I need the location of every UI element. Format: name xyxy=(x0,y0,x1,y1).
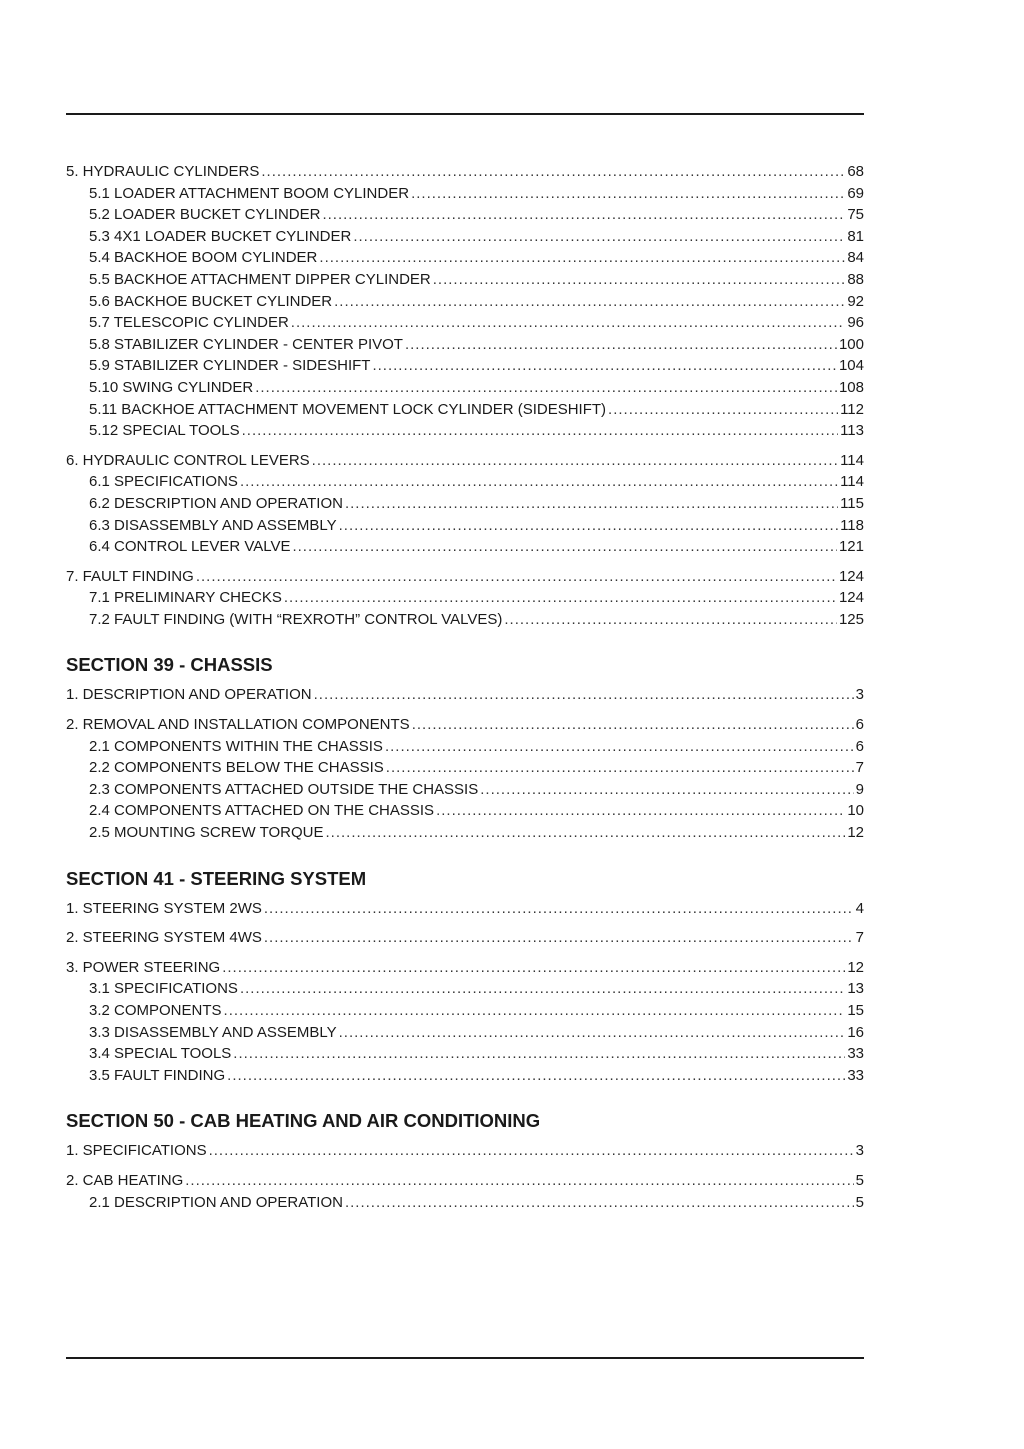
dot-leader xyxy=(345,1192,854,1214)
toc-entry-title: 5. HYDRAULIC CYLINDERS xyxy=(66,163,260,180)
dot-leader xyxy=(264,898,854,920)
toc-entry[interactable] xyxy=(66,1000,864,1022)
toc-entry[interactable] xyxy=(66,183,864,205)
toc-entry-title: 2. STEERING SYSTEM 4WS xyxy=(66,929,262,947)
table-of-contents xyxy=(66,161,864,1213)
dot-leader xyxy=(405,334,837,356)
toc-entry[interactable] xyxy=(66,736,864,758)
toc-entry[interactable] xyxy=(66,587,864,609)
toc-entry-title: 7.2 FAULT FINDING (WITH “REXROTH” CONTROL VALVES) xyxy=(89,610,503,628)
section-heading: SECTION 39 - CHASSIS xyxy=(66,654,273,676)
dot-leader xyxy=(436,800,845,822)
toc-entry[interactable] xyxy=(66,204,864,226)
toc-entry-title: 5.1 LOADER ATTACHMENT BOOM CYLINDER xyxy=(89,184,410,202)
dot-leader xyxy=(196,566,837,588)
toc-entry-title: 2.5 MOUNTING SCREW TORQUE xyxy=(89,824,324,842)
toc-entry[interactable] xyxy=(66,1192,864,1214)
toc-entry-page: 125 xyxy=(838,610,864,628)
toc-entry[interactable] xyxy=(66,779,864,801)
toc-entry-title: 6.4 CONTROL LEVER VALVE xyxy=(89,538,291,556)
toc-entry-title: 6. HYDRAULIC CONTROL LEVERS xyxy=(66,451,310,469)
dot-leader xyxy=(314,684,854,706)
toc-entry-title: 3.5 FAULT FINDING xyxy=(89,1066,226,1084)
toc-entry-page: 7 xyxy=(855,759,864,777)
toc-entry[interactable] xyxy=(66,247,864,269)
toc-entry-title: 2.2 COMPONENTS BELOW THE CHASSIS xyxy=(89,759,384,777)
dot-leader xyxy=(264,927,854,949)
toc-entry-page: 88 xyxy=(847,270,864,288)
toc-entry-page: 100 xyxy=(838,335,864,353)
section-heading: SECTION 41 - STEERING SYSTEM xyxy=(66,867,367,889)
toc-entry[interactable] xyxy=(66,898,864,920)
toc-entry[interactable] xyxy=(66,226,864,248)
dot-leader xyxy=(322,204,845,226)
dot-leader xyxy=(222,957,845,979)
toc-entry-title: 7. FAULT FINDING xyxy=(66,567,194,585)
toc-entry[interactable] xyxy=(66,355,864,377)
footer-rule xyxy=(66,1357,864,1359)
toc-entry-title: 7.1 PRELIMINARY CHECKS xyxy=(89,589,282,607)
toc-entry[interactable] xyxy=(66,1140,864,1162)
toc-entry[interactable] xyxy=(66,536,864,558)
toc-entry[interactable] xyxy=(66,927,864,949)
toc-entry-title: 3. POWER STEERING xyxy=(66,958,221,976)
dot-leader xyxy=(255,377,837,399)
toc-entry-page: 114 xyxy=(840,451,864,469)
toc-entry-title: 5.11 BACKHOE ATTACHMENT MOVEMENT LOCK CYLINDER (SIDESHIFT) xyxy=(89,400,607,418)
toc-entry-title: 2.1 COMPONENTS WITHIN THE CHASSIS xyxy=(89,737,383,755)
toc-entry-page: 108 xyxy=(838,378,864,396)
dot-leader xyxy=(504,609,837,631)
toc-entry[interactable] xyxy=(66,757,864,779)
toc-entry[interactable] xyxy=(66,957,864,979)
toc-entry-page: 6 xyxy=(855,716,864,734)
dot-leader xyxy=(242,420,838,442)
toc-entry-title: 6.2 DESCRIPTION AND OPERATION xyxy=(89,494,343,512)
toc-entry[interactable] xyxy=(66,312,864,334)
toc-entry[interactable] xyxy=(66,399,864,421)
dot-leader xyxy=(339,1022,846,1044)
toc-entry[interactable] xyxy=(66,684,864,706)
toc-entry-page: 96 xyxy=(847,314,864,332)
dot-leader xyxy=(353,226,845,248)
dot-leader xyxy=(325,822,845,844)
toc-entry-title: 5.5 BACKHOE ATTACHMENT DIPPER CYLINDER xyxy=(89,270,431,288)
toc-entry-page: 13 xyxy=(847,980,864,998)
toc-entry-title: 2. REMOVAL AND INSTALLATION COMPONENTS xyxy=(66,716,410,734)
toc-entry-title: 3.2 COMPONENTS xyxy=(89,1002,222,1019)
toc-entry-page: 124 xyxy=(838,589,864,607)
dot-leader xyxy=(240,471,838,493)
dot-leader xyxy=(312,450,838,472)
toc-entry-page: 16 xyxy=(847,1023,864,1041)
toc-entry-title: 5.3 4X1 LOADER BUCKET CYLINDER xyxy=(89,227,352,245)
toc-entry-page: 33 xyxy=(847,1066,864,1084)
toc-entry-page: 4 xyxy=(855,899,864,917)
toc-entry-title: 1. STEERING SYSTEM 2WS xyxy=(66,899,262,917)
dot-leader xyxy=(284,587,837,609)
dot-leader xyxy=(240,978,845,1000)
toc-entry[interactable] xyxy=(66,334,864,356)
toc-entry-title: 3.1 SPECIFICATIONS xyxy=(89,980,238,998)
toc-entry[interactable] xyxy=(66,1043,864,1065)
dot-leader xyxy=(433,269,846,291)
toc-entry-page: 124 xyxy=(838,567,864,585)
dot-leader xyxy=(261,161,845,183)
toc-entry-title: 5.6 BACKHOE BUCKET CYLINDER xyxy=(89,292,333,310)
toc-entry[interactable] xyxy=(66,566,864,588)
toc-entry-page: 113 xyxy=(840,422,864,440)
dot-leader xyxy=(386,757,854,779)
toc-entry-page: 81 xyxy=(847,227,864,245)
toc-entry-page: 5 xyxy=(855,1171,864,1189)
toc-entry-page: 118 xyxy=(840,516,864,534)
toc-entry-title: 6.1 SPECIFICATIONS xyxy=(89,473,238,491)
dot-leader xyxy=(185,1170,853,1192)
dot-leader xyxy=(334,291,845,313)
toc-entry-title: 1. SPECIFICATIONS xyxy=(66,1142,207,1160)
toc-entry-title: 2.4 COMPONENTS ATTACHED ON THE CHASSIS xyxy=(89,802,435,820)
dot-leader xyxy=(233,1043,845,1065)
toc-entry-page: 7 xyxy=(855,929,864,947)
toc-entry[interactable] xyxy=(66,714,864,736)
header-rule xyxy=(66,113,864,115)
toc-entry[interactable] xyxy=(66,822,864,844)
toc-entry-page: 9 xyxy=(855,780,864,798)
dot-leader xyxy=(412,714,854,736)
toc-entry-page: 121 xyxy=(838,538,864,556)
toc-entry[interactable] xyxy=(66,800,864,822)
toc-entry-title: 2.3 COMPONENTS ATTACHED OUTSIDE THE CHASSIS xyxy=(89,780,479,798)
dot-leader xyxy=(372,355,837,377)
toc-entry-page: 115 xyxy=(840,494,864,512)
toc-entry-page: 68 xyxy=(847,163,864,180)
toc-entry[interactable] xyxy=(66,515,864,537)
dot-leader xyxy=(209,1140,854,1162)
toc-entry[interactable] xyxy=(66,377,864,399)
toc-entry[interactable] xyxy=(66,471,864,493)
toc-entry-page: 12 xyxy=(847,824,864,842)
toc-entry-title: 5.4 BACKHOE BOOM CYLINDER xyxy=(89,249,318,267)
dot-leader xyxy=(227,1065,845,1087)
toc-entry-title: 5.9 STABILIZER CYLINDER - SIDESHIFT xyxy=(89,357,371,375)
toc-entry-page: 33 xyxy=(847,1045,864,1063)
toc-entry-page: 3 xyxy=(855,686,864,704)
toc-entry-page: 3 xyxy=(855,1142,864,1160)
toc-entry-title: 2.1 DESCRIPTION AND OPERATION xyxy=(89,1193,343,1211)
toc-entry[interactable] xyxy=(66,450,864,472)
dot-leader xyxy=(608,399,838,421)
toc-entry[interactable] xyxy=(66,978,864,1000)
toc-entry-title: 2. CAB HEATING xyxy=(66,1171,184,1189)
toc-entry-title: 5.12 SPECIAL TOOLS xyxy=(89,422,240,440)
toc-entry[interactable] xyxy=(66,269,864,291)
toc-entry-title: 5.10 SWING CYLINDER xyxy=(89,378,254,396)
toc-entry-title: 3.3 DISASSEMBLY AND ASSEMBLY xyxy=(89,1023,337,1041)
dot-leader xyxy=(411,183,845,205)
dot-leader xyxy=(339,515,838,537)
dot-leader xyxy=(291,312,846,334)
section-heading: SECTION 50 - CAB HEATING AND AIR CONDITIONING xyxy=(66,1110,541,1132)
toc-entry[interactable] xyxy=(66,161,864,183)
toc-entry-title: 5.2 LOADER BUCKET CYLINDER xyxy=(89,206,321,224)
toc-entry[interactable] xyxy=(66,1022,864,1044)
toc-entry-title: 6.3 DISASSEMBLY AND ASSEMBLY xyxy=(89,516,337,534)
dot-leader xyxy=(292,536,837,558)
toc-entry-page: 12 xyxy=(847,958,864,976)
toc-entry-title: 5.8 STABILIZER CYLINDER - CENTER PIVOT xyxy=(89,335,403,353)
toc-entry-page: 15 xyxy=(847,1002,864,1019)
dot-leader xyxy=(345,493,838,515)
toc-entry[interactable] xyxy=(66,291,864,313)
toc-entry[interactable] xyxy=(66,493,864,515)
toc-entry[interactable] xyxy=(66,420,864,442)
toc-entry-page: 104 xyxy=(838,357,864,375)
dot-leader xyxy=(480,779,853,801)
toc-entry-page: 92 xyxy=(847,292,864,310)
dot-leader xyxy=(385,736,854,758)
dot-leader xyxy=(224,1000,846,1022)
toc-entry[interactable] xyxy=(66,1170,864,1192)
toc-entry-title: 1. DESCRIPTION AND OPERATION xyxy=(66,686,312,704)
toc-entry[interactable] xyxy=(66,609,864,631)
toc-entry-page: 69 xyxy=(847,184,864,202)
toc-entry[interactable] xyxy=(66,1065,864,1087)
toc-entry-page: 84 xyxy=(847,249,864,267)
toc-entry-page: 10 xyxy=(847,802,864,820)
toc-entry-page: 112 xyxy=(840,400,864,418)
toc-entry-page: 6 xyxy=(855,737,864,755)
toc-entry-title: 5.7 TELESCOPIC CYLINDER xyxy=(89,314,289,332)
dot-leader xyxy=(319,247,845,269)
toc-entry-page: 75 xyxy=(847,206,864,224)
toc-entry-page: 5 xyxy=(855,1193,864,1211)
toc-entry-page: 114 xyxy=(840,473,864,491)
toc-entry-title: 3.4 SPECIAL TOOLS xyxy=(89,1045,232,1063)
